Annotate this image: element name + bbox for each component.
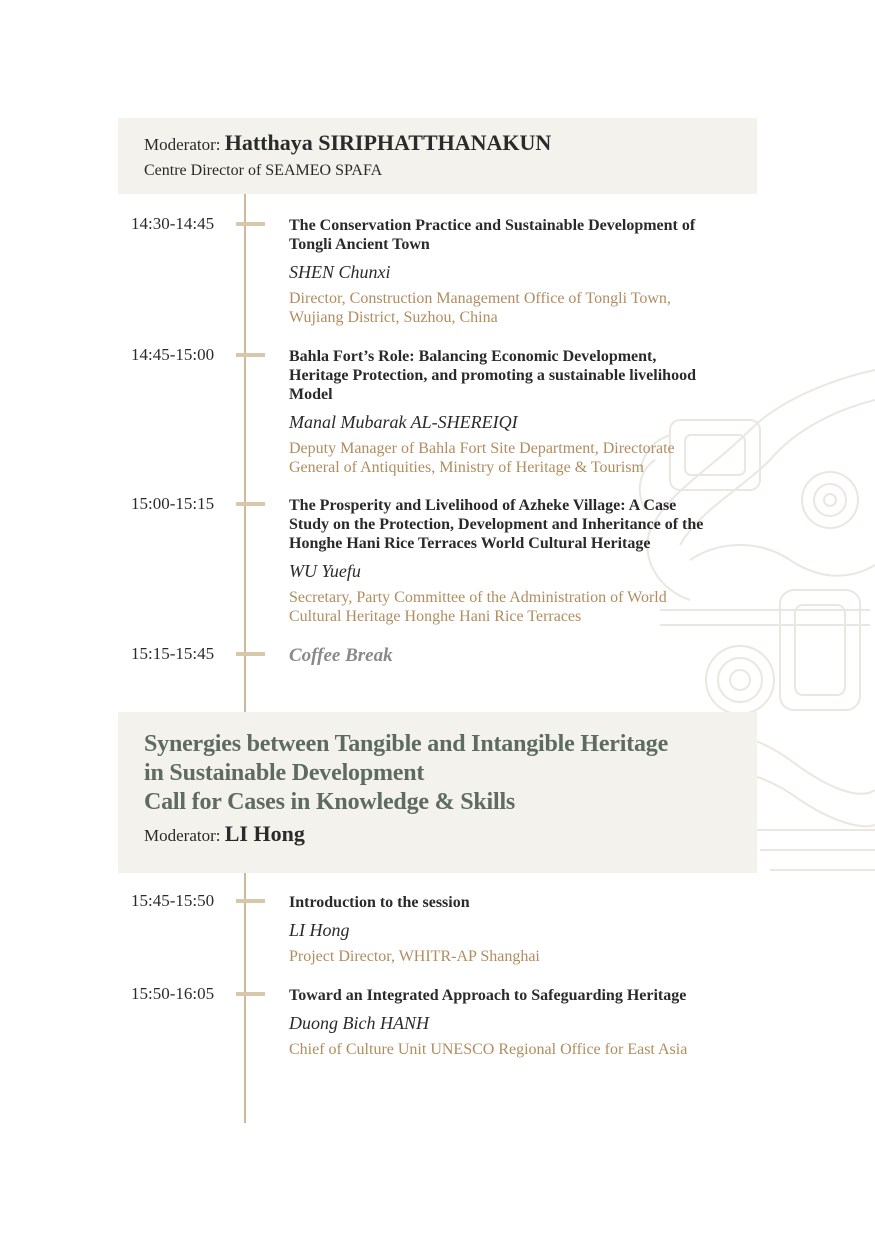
talk-title-line: Study on the Protection, Development and Inheritance of the xyxy=(289,516,704,533)
slot-content xyxy=(289,646,759,667)
session-title xyxy=(144,730,757,817)
speaker-affiliation xyxy=(289,947,759,966)
talk-title-line: Bahla Fort’s Role: Balancing Economic Development, xyxy=(289,348,657,365)
talk-title xyxy=(289,893,759,912)
talk-title-line: Introduction to the session xyxy=(289,894,470,911)
moderator-line xyxy=(144,130,757,158)
speaker-affiliation xyxy=(289,588,759,626)
talk-title-line: Tongli Ancient Town xyxy=(289,236,430,253)
speaker-name: LI Hong xyxy=(289,920,350,940)
affiliation-line: Project Director, WHITR-AP Shanghai xyxy=(289,948,540,965)
timeline-tick xyxy=(236,652,265,656)
slot-time: 15:45-15:50 xyxy=(131,891,215,910)
speaker-name: WU Yuefu xyxy=(289,561,361,581)
slot-time: 15:50-16:05 xyxy=(131,984,215,1003)
moderator-name: LI Hong xyxy=(224,821,305,846)
talk-title-line: Heritage Protection, and promoting a sustainable livelihood xyxy=(289,367,696,384)
speaker-name: Duong Bich HANH xyxy=(289,1013,429,1033)
moderator-prefix: Moderator: xyxy=(144,826,221,845)
affiliation-line: Secretary, Party Committee of the Administration of World xyxy=(289,589,667,606)
talk-title-line: Toward an Integrated Approach to Safeguarding Heritage xyxy=(289,987,687,1004)
session1-moderator-panel xyxy=(118,118,757,194)
slot-time: 14:30-14:45 xyxy=(131,214,215,233)
timeline-tick xyxy=(236,222,265,226)
slot-content xyxy=(289,496,759,626)
affiliation-line: Director, Construction Management Office of Tongli Town, xyxy=(289,290,671,307)
talk-title xyxy=(289,347,759,404)
moderator-name: Hatthaya SIRIPHATTHANAKUN xyxy=(224,130,552,155)
talk-title-line: Honghe Hani Rice Terraces World Cultural Heritage xyxy=(289,535,651,552)
talk-title-line: Model xyxy=(289,386,333,403)
talk-title-line: The Prosperity and Livelihood of Azheke Village: A Case xyxy=(289,497,677,514)
speaker-affiliation xyxy=(289,439,759,477)
timeline-line xyxy=(244,194,246,712)
affiliation-line: Cultural Heritage Honghe Hani Rice Terraces xyxy=(289,608,582,625)
slot-content xyxy=(289,893,759,966)
slot-time: 15:15-15:45 xyxy=(131,644,215,663)
timeline-line xyxy=(244,873,246,1123)
session-title-line: Synergies between Tangible and Intangible Heritage xyxy=(144,731,669,757)
affiliation-line: General of Antiquities, Ministry of Heritage & Tourism xyxy=(289,459,644,476)
slot-content xyxy=(289,986,759,1059)
coffee-break-label: Coffee Break xyxy=(289,645,393,666)
slot-content xyxy=(289,216,759,327)
affiliation-line: Chief of Culture Unit UNESCO Regional Office for East Asia xyxy=(289,1041,688,1058)
talk-title-line: The Conservation Practice and Sustainable Development of xyxy=(289,217,696,234)
speaker-affiliation xyxy=(289,289,759,327)
slot-content xyxy=(289,347,759,477)
slot-time: 14:45-15:00 xyxy=(131,345,215,364)
speaker-name: Manal Mubarak AL-SHEREIQI xyxy=(289,412,518,432)
timeline-tick xyxy=(236,502,265,506)
talk-title xyxy=(289,986,759,1005)
slot-time: 15:00-15:15 xyxy=(131,494,215,513)
session-title-line: Call for Cases in Knowledge & Skills xyxy=(144,789,516,815)
affiliation-line: Wujiang District, Suzhou, China xyxy=(289,309,498,326)
talk-title xyxy=(289,216,759,254)
affiliation-line: Deputy Manager of Bahla Fort Site Department, Directorate xyxy=(289,440,675,457)
timeline-tick xyxy=(236,992,265,996)
speaker-affiliation xyxy=(289,1040,759,1059)
speaker-name: SHEN Chunxi xyxy=(289,262,391,282)
moderator-prefix: Moderator: xyxy=(144,135,221,154)
moderator-line xyxy=(144,821,757,849)
moderator-affiliation: Centre Director of SEAMEO SPAFA xyxy=(144,162,383,179)
session2-header-panel xyxy=(118,712,757,873)
session-title-line: in Sustainable Development xyxy=(144,760,425,786)
timeline-tick xyxy=(236,353,265,357)
timeline-tick xyxy=(236,899,265,903)
talk-title xyxy=(289,496,759,553)
